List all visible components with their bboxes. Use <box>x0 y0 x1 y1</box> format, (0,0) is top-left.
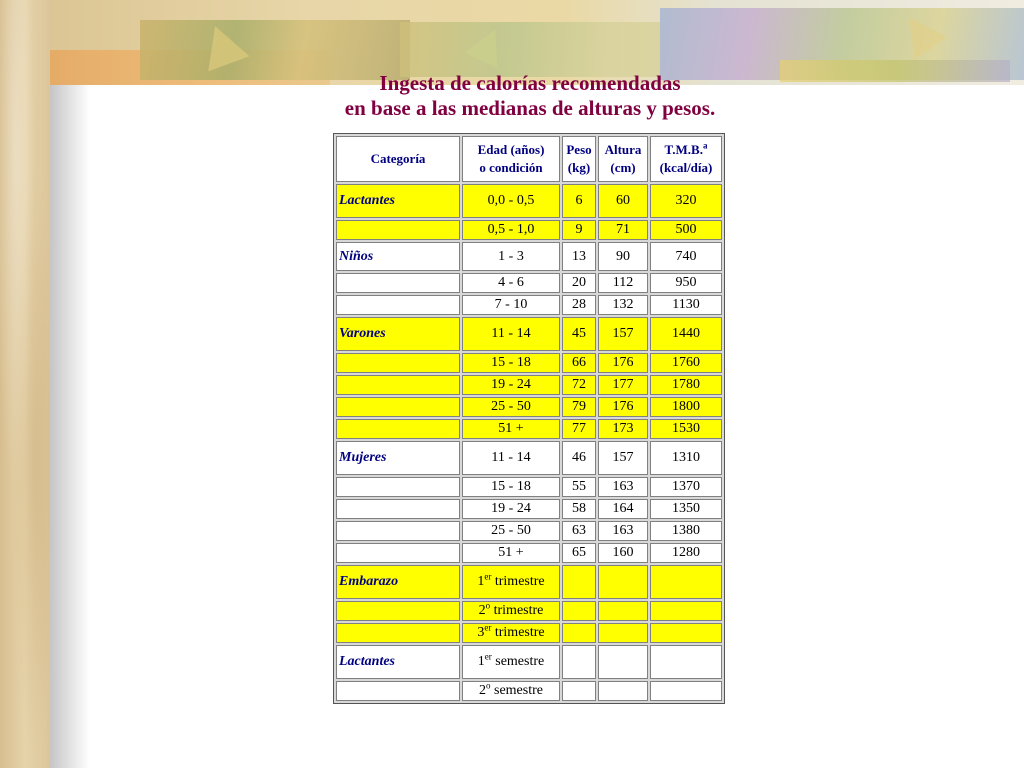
header-tmb: T.M.B.$^a$ (kcal/día) <box>650 136 722 182</box>
cell-categoria <box>336 295 460 315</box>
cell-edad: 1 - 3 <box>462 242 560 271</box>
cell-tmb: 740 <box>650 242 722 271</box>
cell-edad: 1er trimestre <box>462 565 560 599</box>
cell-categoria <box>336 273 460 293</box>
cell-edad: 15 - 18 <box>462 353 560 373</box>
cell-peso <box>562 623 596 643</box>
calorie-table <box>333 133 725 704</box>
cell-peso: 46 <box>562 441 596 475</box>
table-row <box>336 565 722 599</box>
cell-tmb <box>650 681 722 701</box>
cell-altura <box>598 645 648 679</box>
cell-peso: 65 <box>562 543 596 563</box>
header-edad: Edad (años) o condición <box>462 136 560 182</box>
table-row <box>336 623 722 643</box>
cell-tmb <box>650 623 722 643</box>
cell-altura: 164 <box>598 499 648 519</box>
table-row <box>336 353 722 373</box>
cell-peso: 66 <box>562 353 596 373</box>
cell-edad: 4 - 6 <box>462 273 560 293</box>
table-row <box>336 220 722 240</box>
table-row <box>336 645 722 679</box>
header-categoria: Categoría <box>336 136 460 182</box>
cell-tmb: 1530 <box>650 419 722 439</box>
table-row <box>336 499 722 519</box>
cell-edad: 19 - 24 <box>462 375 560 395</box>
title-line-1: Ingesta de calorías recomendadas <box>379 71 681 95</box>
cell-edad: 25 - 50 <box>462 397 560 417</box>
cell-categoria: Niños <box>336 242 460 271</box>
cell-categoria <box>336 543 460 563</box>
cell-tmb: 1280 <box>650 543 722 563</box>
cell-altura: 163 <box>598 477 648 497</box>
cell-tmb: 500 <box>650 220 722 240</box>
cell-categoria <box>336 521 460 541</box>
cell-peso: 58 <box>562 499 596 519</box>
cell-altura <box>598 681 648 701</box>
cell-edad: 25 - 50 <box>462 521 560 541</box>
table-row <box>336 184 722 218</box>
cell-tmb: 1780 <box>650 375 722 395</box>
cell-peso <box>562 681 596 701</box>
table-row <box>336 295 722 315</box>
cell-peso: 72 <box>562 375 596 395</box>
table-header-row <box>336 136 722 182</box>
cell-tmb: 1310 <box>650 441 722 475</box>
cell-edad: 11 - 14 <box>462 441 560 475</box>
header-altura: Altura (cm) <box>598 136 648 182</box>
cell-altura: 173 <box>598 419 648 439</box>
cell-tmb <box>650 565 722 599</box>
parchment-shadow <box>50 85 90 768</box>
table-row <box>336 317 722 351</box>
decorative-paint-stroke <box>780 60 1010 82</box>
table-row <box>336 601 722 621</box>
cell-peso: 6 <box>562 184 596 218</box>
cell-peso: 77 <box>562 419 596 439</box>
cell-altura: 90 <box>598 242 648 271</box>
cell-tmb: 1350 <box>650 499 722 519</box>
cell-altura: 176 <box>598 397 648 417</box>
cell-tmb: 950 <box>650 273 722 293</box>
cell-tmb: 320 <box>650 184 722 218</box>
cell-edad: 51 + <box>462 543 560 563</box>
cell-tmb: 1130 <box>650 295 722 315</box>
cell-categoria <box>336 681 460 701</box>
cell-altura: 71 <box>598 220 648 240</box>
cell-categoria: Varones <box>336 317 460 351</box>
cell-peso: 63 <box>562 521 596 541</box>
cell-tmb: 1800 <box>650 397 722 417</box>
cell-peso: 55 <box>562 477 596 497</box>
cell-peso: 13 <box>562 242 596 271</box>
cell-categoria <box>336 397 460 417</box>
cell-altura: 176 <box>598 353 648 373</box>
table-row <box>336 419 722 439</box>
cell-categoria <box>336 375 460 395</box>
cell-peso <box>562 601 596 621</box>
cell-categoria <box>336 601 460 621</box>
cell-altura: 157 <box>598 317 648 351</box>
cell-peso: 20 <box>562 273 596 293</box>
page-title <box>250 71 810 121</box>
cell-edad: 7 - 10 <box>462 295 560 315</box>
cell-altura: 60 <box>598 184 648 218</box>
table-row <box>336 477 722 497</box>
cell-categoria <box>336 477 460 497</box>
cell-categoria <box>336 353 460 373</box>
cell-categoria <box>336 220 460 240</box>
table-row <box>336 397 722 417</box>
cell-altura: 132 <box>598 295 648 315</box>
cell-altura: 112 <box>598 273 648 293</box>
cell-edad: 0,5 - 1,0 <box>462 220 560 240</box>
title-line-2: en base a las medianas de alturas y pesos. <box>344 96 716 120</box>
cell-tmb <box>650 601 722 621</box>
cell-categoria: Lactantes <box>336 184 460 218</box>
cell-tmb: 1380 <box>650 521 722 541</box>
cell-categoria <box>336 419 460 439</box>
cell-peso <box>562 645 596 679</box>
cell-edad: 0,0 - 0,5 <box>462 184 560 218</box>
table-row <box>336 521 722 541</box>
table-row <box>336 441 722 475</box>
cell-peso <box>562 565 596 599</box>
cell-edad: 2$^o$ semestre <box>462 681 560 701</box>
cell-peso: 9 <box>562 220 596 240</box>
table-row <box>336 273 722 293</box>
cell-edad: 2$^o$ trimestre <box>462 601 560 621</box>
cell-tmb <box>650 645 722 679</box>
table-row <box>336 375 722 395</box>
cell-categoria <box>336 499 460 519</box>
cell-categoria: Embarazo <box>336 565 460 599</box>
cell-edad: 11 - 14 <box>462 317 560 351</box>
cell-edad: 3er trimestre <box>462 623 560 643</box>
cell-edad: 19 - 24 <box>462 499 560 519</box>
cell-tmb: 1370 <box>650 477 722 497</box>
cell-altura <box>598 601 648 621</box>
table-row <box>336 681 722 701</box>
cell-edad: 1er semestre <box>462 645 560 679</box>
cell-altura: 177 <box>598 375 648 395</box>
cell-peso: 28 <box>562 295 596 315</box>
cell-categoria <box>336 623 460 643</box>
cell-tmb: 1760 <box>650 353 722 373</box>
cell-altura: 160 <box>598 543 648 563</box>
table-row <box>336 242 722 271</box>
cell-tmb: 1440 <box>650 317 722 351</box>
cell-altura: 163 <box>598 521 648 541</box>
cell-categoria: Lactantes <box>336 645 460 679</box>
cell-edad: 51 + <box>462 419 560 439</box>
cell-altura: 157 <box>598 441 648 475</box>
cell-altura <box>598 565 648 599</box>
parchment-strip <box>0 0 50 768</box>
cell-edad: 15 - 18 <box>462 477 560 497</box>
cell-peso: 45 <box>562 317 596 351</box>
cell-altura <box>598 623 648 643</box>
decorative-paint-stroke <box>400 22 660 77</box>
table-row <box>336 543 722 563</box>
cell-peso: 79 <box>562 397 596 417</box>
header-peso: Peso (kg) <box>562 136 596 182</box>
cell-categoria: Mujeres <box>336 441 460 475</box>
